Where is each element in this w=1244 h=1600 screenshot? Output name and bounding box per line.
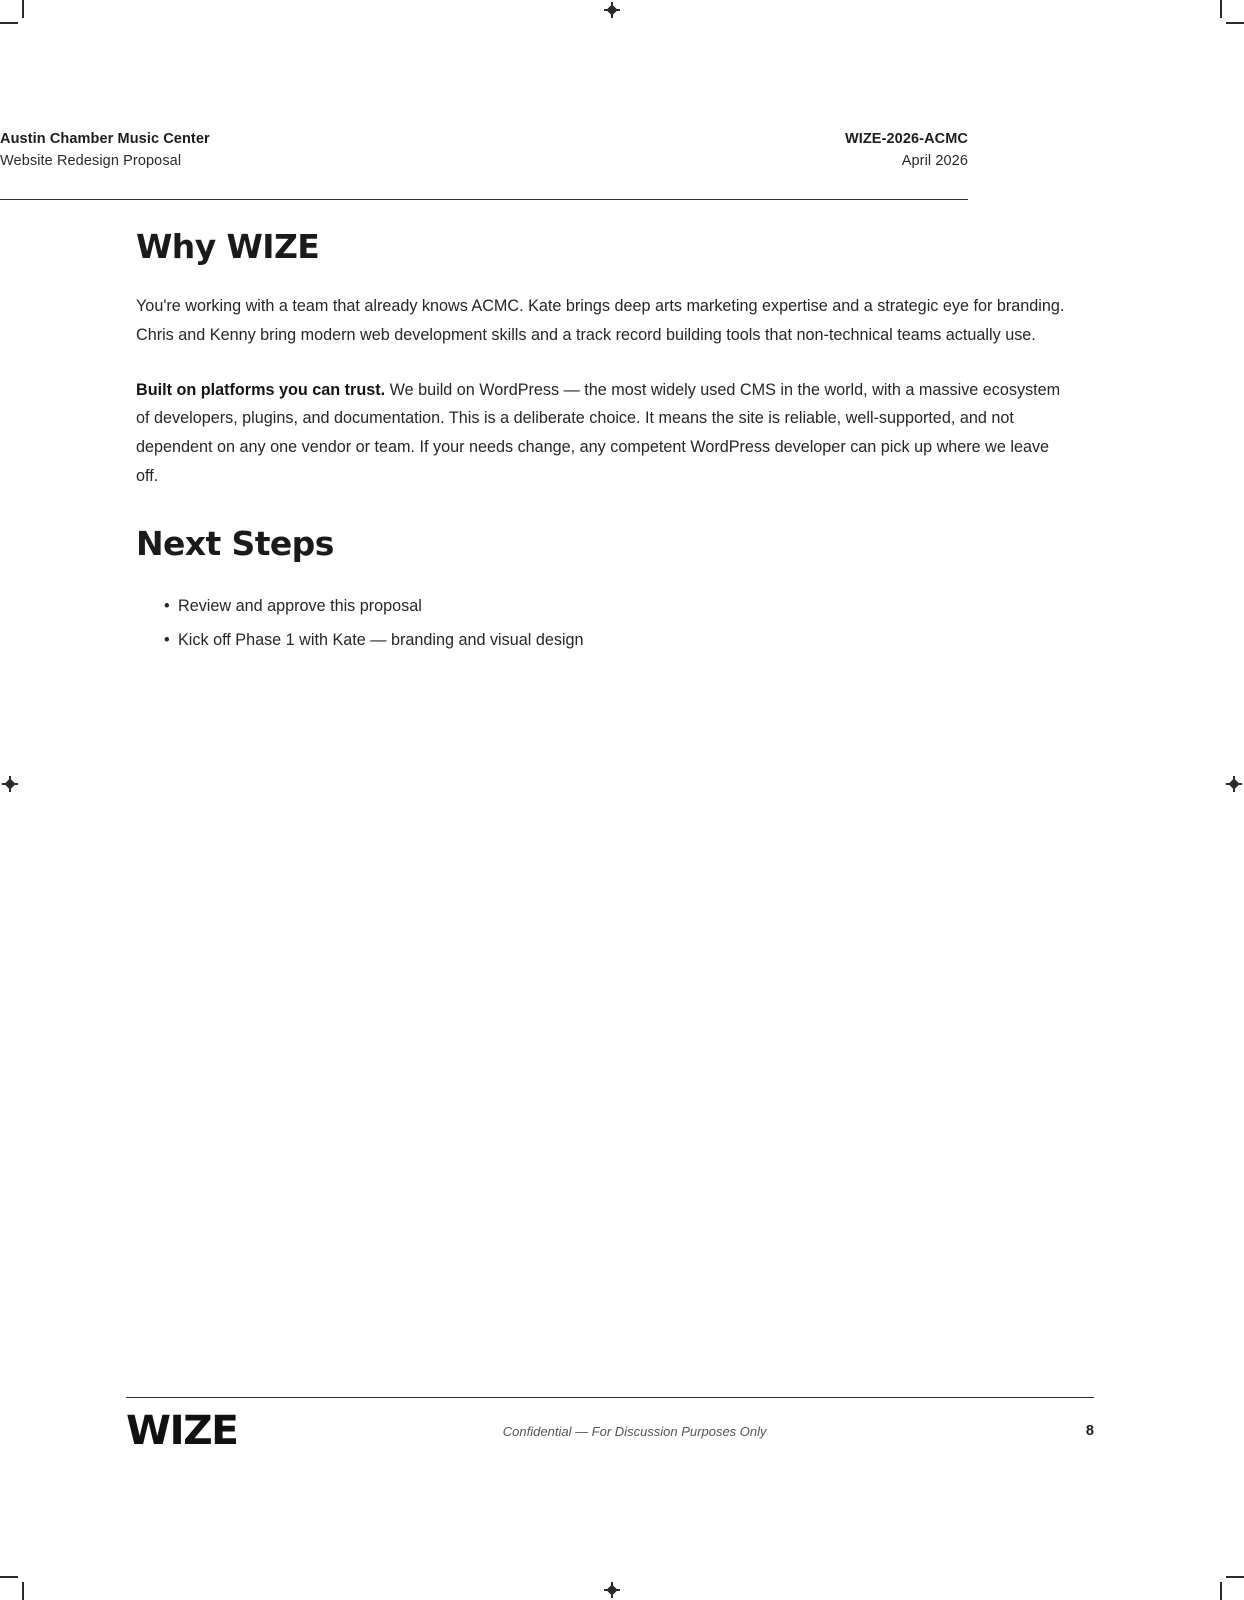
page-body bbox=[126, 0, 1094, 1600]
document-subtitle: Website Redesign Proposal bbox=[0, 153, 182, 170]
section-title-next-steps: Next Steps bbox=[136, 523, 334, 563]
paragraph-platforms-trust bbox=[136, 376, 1074, 491]
paragraph-lead-in: Built on platforms you can trust. bbox=[136, 380, 386, 399]
list-item-label: Review and approve this proposal bbox=[178, 596, 422, 615]
crop-mark-tick-horizontal bbox=[0, 22, 18, 24]
confidentiality-notice: Confidential — For Discussion Purposes Only bbox=[502, 1423, 767, 1439]
crop-mark-tick-vertical bbox=[1220, 0, 1222, 18]
bullet-icon: • bbox=[164, 596, 170, 615]
page-number: 8 bbox=[1085, 1423, 1094, 1439]
crop-mark-tick-horizontal bbox=[1226, 1576, 1244, 1578]
registration-cross-center bbox=[4, 778, 15, 789]
document-date: April 2026 bbox=[901, 153, 968, 170]
paragraph-why-wize-intro: You're working with a team that already knows ACMC. Kate brings deep arts marketing expertise and a strategic eye for branding. Chris and Kenny bring modern web development skills and a track record building tools that non-technical teams actually use. bbox=[136, 296, 1065, 344]
paragraph-lead-body: We build on WordPress — the most widely used CMS in the world, with a massive ecosystem of developers, plugins, and documentation. This is a deliberate choice. It means the site is reliable, well-supported, and not dependent on any one vendor or team. If your needs change, any competent WordPress developer can pick up where we leave off. bbox=[136, 380, 1061, 486]
document-footer bbox=[126, 1403, 1094, 1459]
crop-mark-tick-vertical bbox=[22, 0, 24, 18]
next-steps-list bbox=[136, 589, 1086, 658]
organization-name: Austin Chamber Music Center bbox=[0, 131, 210, 147]
wize-logo: WIZE bbox=[126, 1408, 238, 1454]
crop-mark-tick-vertical bbox=[1220, 1582, 1222, 1600]
list-item-label: Kick off Phase 1 with Kate — branding and visual design bbox=[178, 631, 584, 650]
crop-mark-tick-horizontal bbox=[1226, 22, 1244, 24]
registration-cross-center bbox=[1228, 778, 1239, 789]
registration-cross-icon-right bbox=[1226, 776, 1242, 792]
page-title: Why WIZE bbox=[136, 227, 320, 266]
bullet-icon: • bbox=[164, 631, 170, 650]
footer-divider-rule bbox=[126, 1397, 1094, 1398]
registration-cross-icon-left bbox=[2, 776, 18, 792]
crop-mark-tick-vertical bbox=[22, 1582, 24, 1600]
crop-mark-tick-horizontal bbox=[0, 1576, 18, 1578]
list-item bbox=[164, 589, 1086, 623]
list-item bbox=[164, 623, 1086, 657]
document-content bbox=[136, 228, 1086, 658]
document-code: WIZE-2026-ACMC bbox=[844, 131, 968, 147]
